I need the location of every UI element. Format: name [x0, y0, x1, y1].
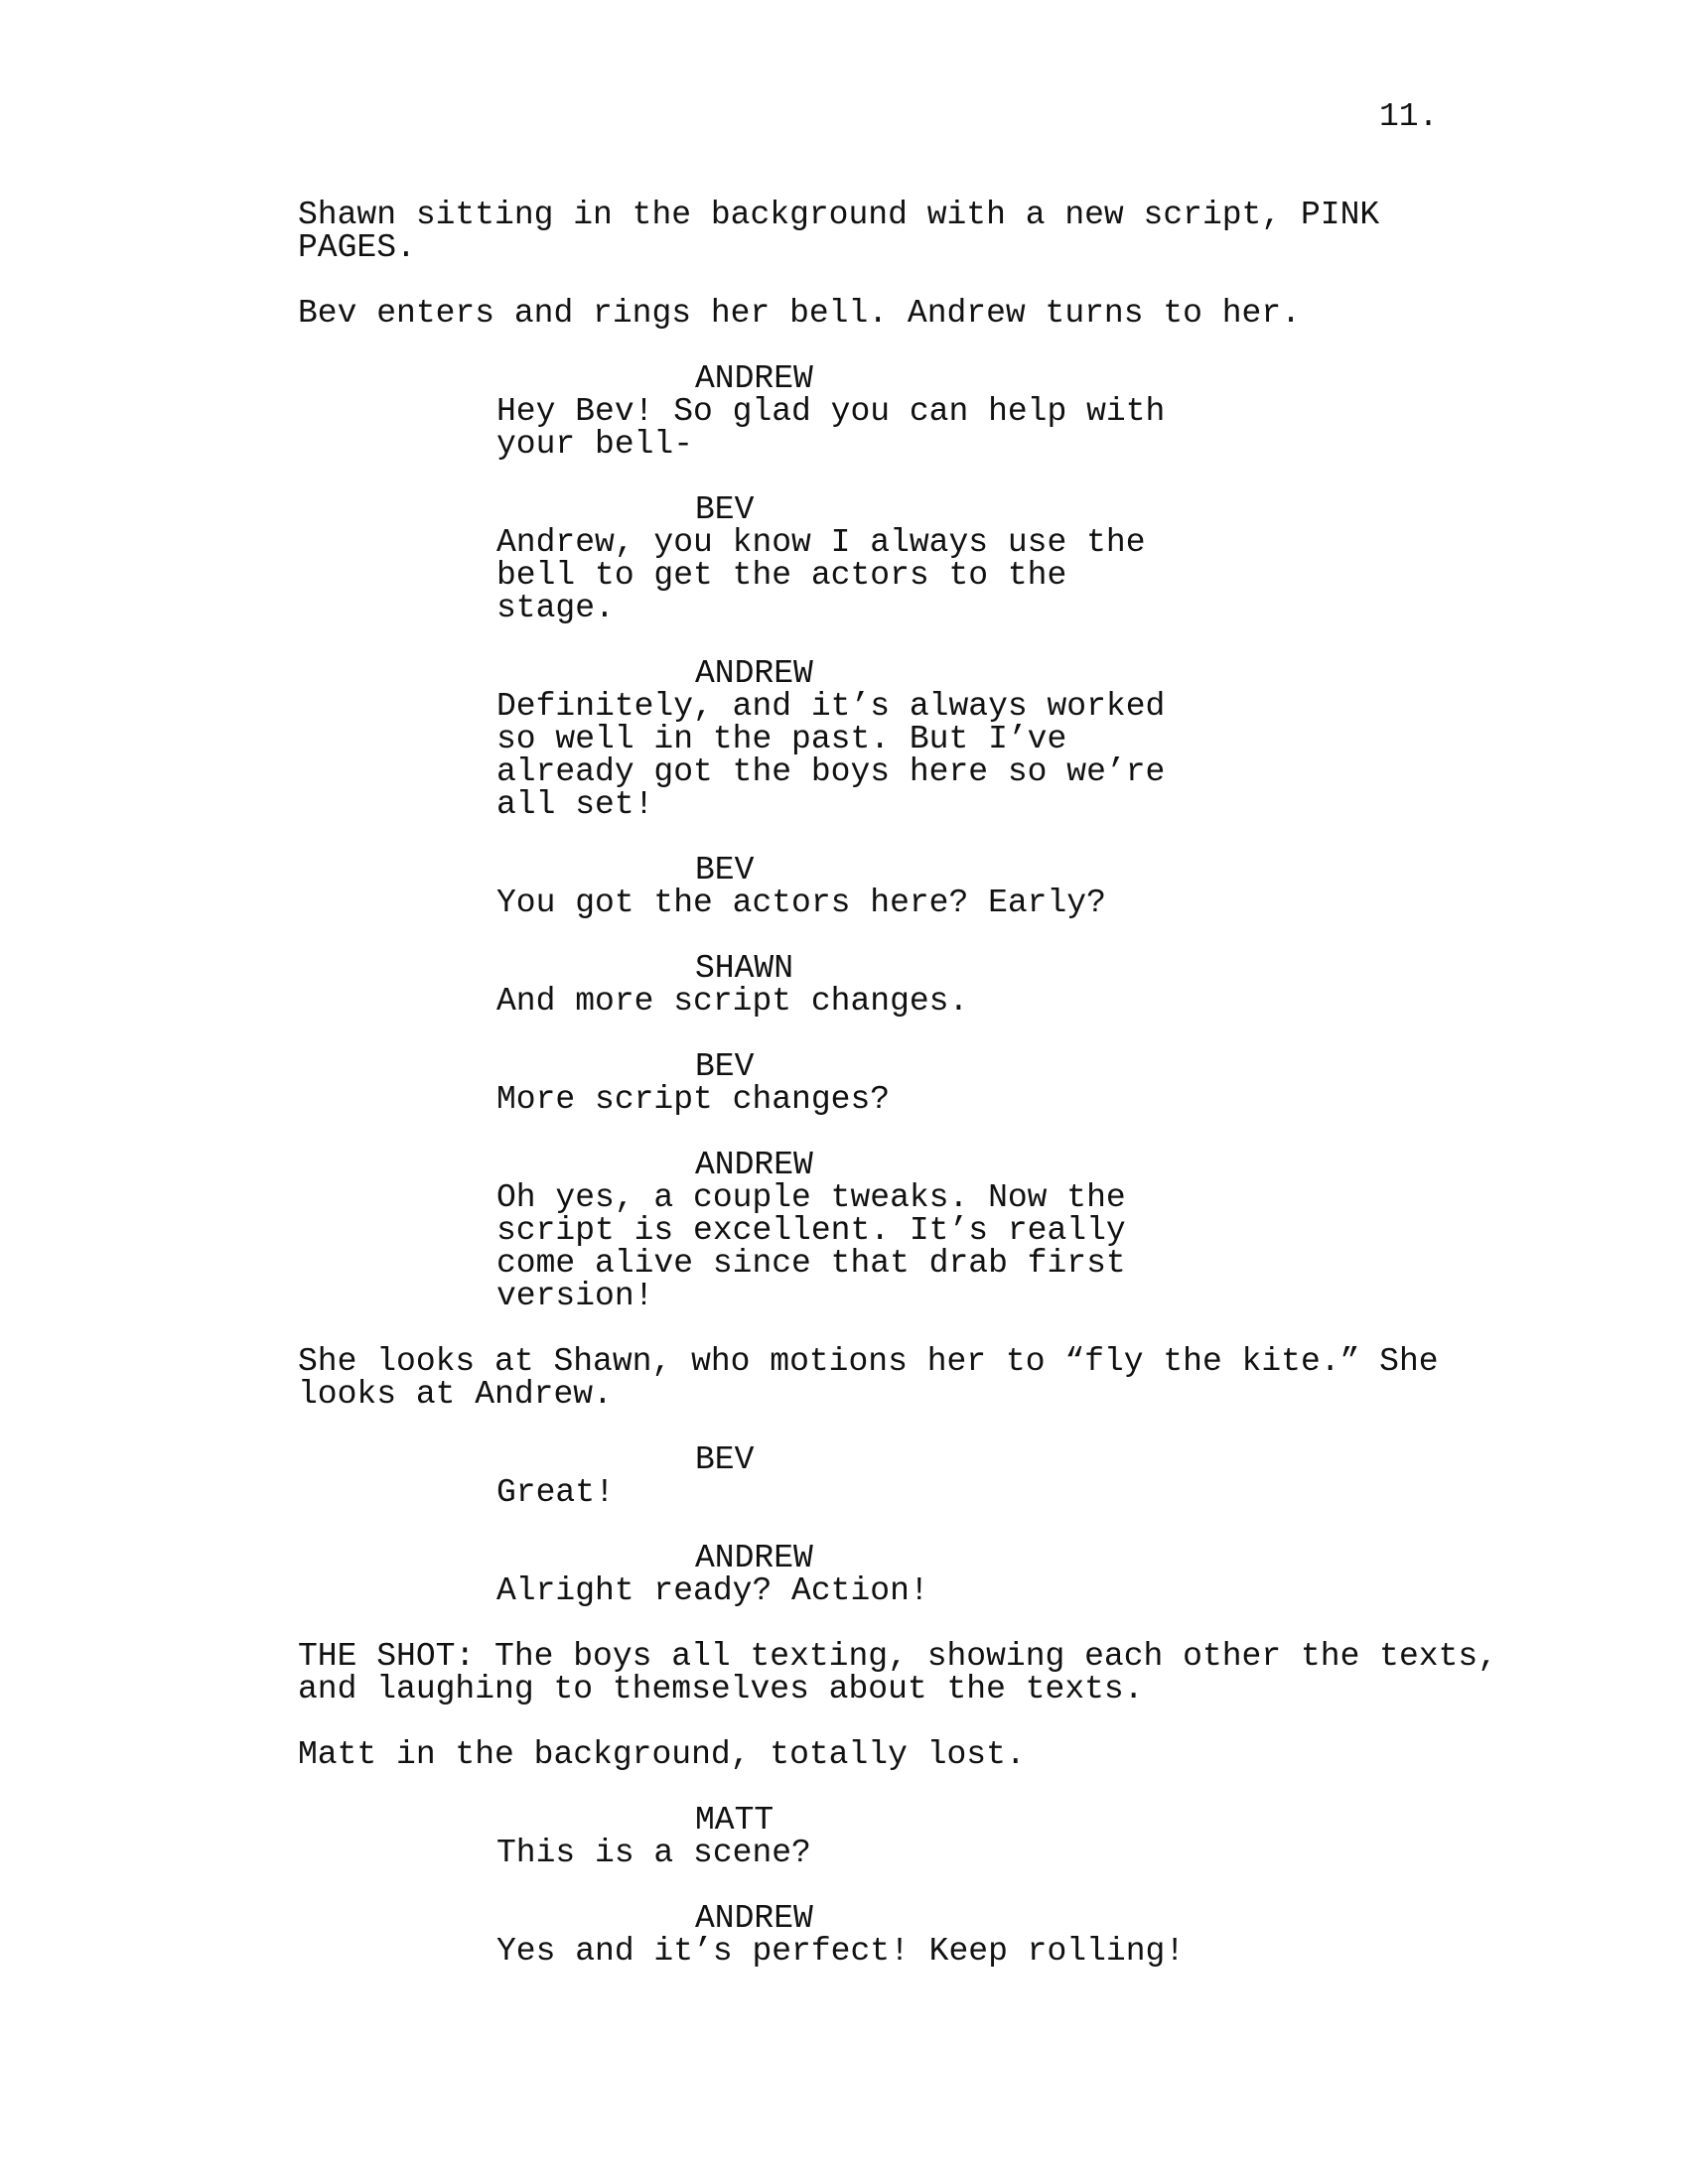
action-line: Shawn sitting in the background with a new script, PINK: [298, 197, 1380, 233]
dialogue-line: all set!: [496, 786, 654, 823]
character-line: SHAWN: [695, 950, 794, 987]
dialogue-line: bell to get the actors to the: [496, 557, 1067, 594]
dialogue-block: [496, 526, 1146, 624]
character-cue: [695, 493, 754, 526]
character-line: ANDREW: [695, 1900, 813, 1937]
dialogue-block: [496, 1083, 890, 1116]
dialogue-block: [496, 395, 1165, 461]
character-line: ANDREW: [695, 1540, 813, 1576]
character-cue: [695, 1542, 813, 1574]
dialogue-line: come alive since that drab first: [496, 1245, 1126, 1282]
action-block: [298, 1345, 1439, 1411]
character-cue: [695, 362, 813, 395]
character-cue: [695, 1050, 754, 1083]
dialogue-block: [496, 1181, 1126, 1312]
dialogue-line: Definitely, and it’s always worked: [496, 688, 1166, 725]
dialogue-block: [496, 985, 968, 1018]
dialogue-line: version!: [496, 1278, 654, 1314]
action-line: Matt in the background, totally lost.: [298, 1736, 1026, 1773]
dialogue-block: [496, 1574, 929, 1607]
dialogue-line: script is excellent. It’s really: [496, 1212, 1126, 1249]
dialogue-line: You got the actors here? Early?: [496, 885, 1106, 921]
dialogue-line: so well in the past. But I’ve: [496, 721, 1067, 757]
character-cue: [695, 1902, 813, 1935]
page-number: 11.: [1379, 98, 1439, 135]
dialogue-line: Oh yes, a couple tweaks. Now the: [496, 1179, 1126, 1216]
dialogue-line: This is a scene?: [496, 1835, 811, 1871]
dialogue-block: [496, 887, 1106, 919]
action-block: [298, 199, 1379, 264]
character-cue: [695, 657, 813, 690]
dialogue-block: [496, 1476, 615, 1509]
dialogue-line: already got the boys here so we’re: [496, 753, 1166, 790]
dialogue-block: [496, 1935, 1185, 1968]
action-line: THE SHOT: The boys all texting, showing each other the texts,: [298, 1638, 1497, 1675]
action-line: and laughing to themselves about the texts.: [298, 1671, 1144, 1707]
dialogue-line: Andrew, you know I always use the: [496, 524, 1146, 561]
dialogue-line: your bell-: [496, 426, 694, 463]
character-line: BEV: [695, 1441, 755, 1478]
character-line: BEV: [695, 852, 755, 888]
dialogue-block: [496, 1837, 811, 1869]
dialogue-line: Yes and it’s perfect! Keep rolling!: [496, 1933, 1186, 1970]
character-cue: [695, 854, 754, 887]
character-cue: [695, 1443, 754, 1476]
character-line: ANDREW: [695, 1147, 813, 1183]
dialogue-block: [496, 690, 1165, 821]
character-line: BEV: [695, 1048, 755, 1085]
dialogue-line: More script changes?: [496, 1081, 891, 1118]
character-cue: [695, 1149, 813, 1181]
dialogue-line: Alright ready? Action!: [496, 1572, 929, 1609]
dialogue-line: Hey Bev! So glad you can help with: [496, 393, 1166, 430]
character-cue: [695, 1804, 774, 1837]
character-line: ANDREW: [695, 360, 813, 397]
action-line: looks at Andrew.: [298, 1376, 613, 1413]
action-line: Bev enters and rings her bell. Andrew turns to her.: [298, 295, 1301, 332]
dialogue-line: And more script changes.: [496, 983, 969, 1020]
action-line: She looks at Shawn, who motions her to “fly the kite.” She: [298, 1343, 1439, 1380]
character-line: MATT: [695, 1802, 774, 1839]
action-block: [298, 1640, 1497, 1706]
character-cue: [695, 952, 793, 985]
dialogue-line: Great!: [496, 1474, 615, 1511]
dialogue-line: stage.: [496, 590, 615, 626]
character-line: BEV: [695, 491, 755, 528]
action-line: PAGES.: [298, 229, 416, 266]
character-line: ANDREW: [695, 655, 813, 692]
action-block: [298, 1738, 1026, 1771]
action-block: [298, 297, 1301, 330]
